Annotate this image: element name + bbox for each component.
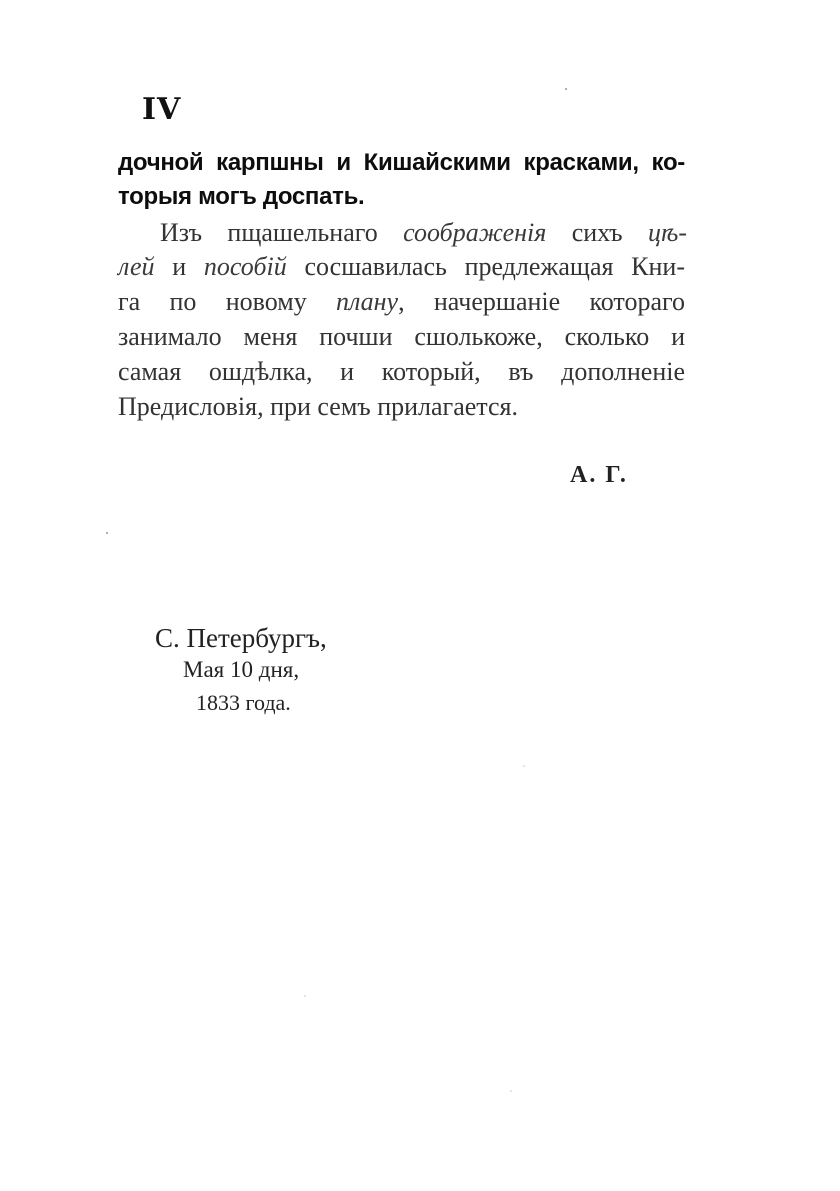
page-number — [142, 92, 181, 127]
line1-text-c: сихъ — [546, 218, 648, 247]
continuation-line-2: торыя могъ доспать. — [118, 183, 365, 210]
line2-italic-start: лей — [118, 252, 155, 281]
scan-speck — [523, 765, 525, 767]
author-signature: А. Г. — [570, 462, 628, 488]
line2-text-d: сосшавилась предлежащая Кни- — [286, 252, 685, 281]
place-city: С. Петербургъ, — [155, 623, 327, 653]
paragraph-line-4: занимало меня почши сшолькоже, сколько и — [118, 322, 685, 351]
place-year: 1833 года. — [196, 690, 291, 715]
continuation-line-1: дочной карпшны и Кишайскими красками, ко- — [118, 149, 685, 176]
line3-text-c: , начершаніе котораго — [398, 287, 686, 316]
scan-speck — [304, 995, 306, 997]
line1-text-a: Изъ пщашельнаго — [160, 218, 404, 247]
paragraph-line-3 — [118, 285, 685, 319]
scan-speck — [106, 532, 108, 534]
scan-speck — [510, 1090, 512, 1092]
page-number-text: IV — [142, 92, 182, 127]
paragraph-line-2 — [118, 250, 685, 284]
line2-italic-word: пособій — [203, 252, 287, 281]
line2-text-b: и — [154, 252, 204, 281]
line3-italic-word: плану — [336, 287, 399, 316]
paragraph-line-6: Предисловія, при семъ прилагается. — [118, 392, 518, 421]
line1-italic-end: цѣ- — [648, 218, 687, 247]
line1-italic-word: соображенія — [403, 218, 547, 247]
line3-text-a: га по новому — [118, 287, 336, 316]
place-date: Мая 10 дня, — [183, 657, 300, 682]
paragraph-line-5: самая ошдѣлка, и который, въ дополненіе — [118, 357, 685, 386]
paragraph-line-1 — [160, 216, 687, 250]
scan-speck — [565, 88, 567, 90]
